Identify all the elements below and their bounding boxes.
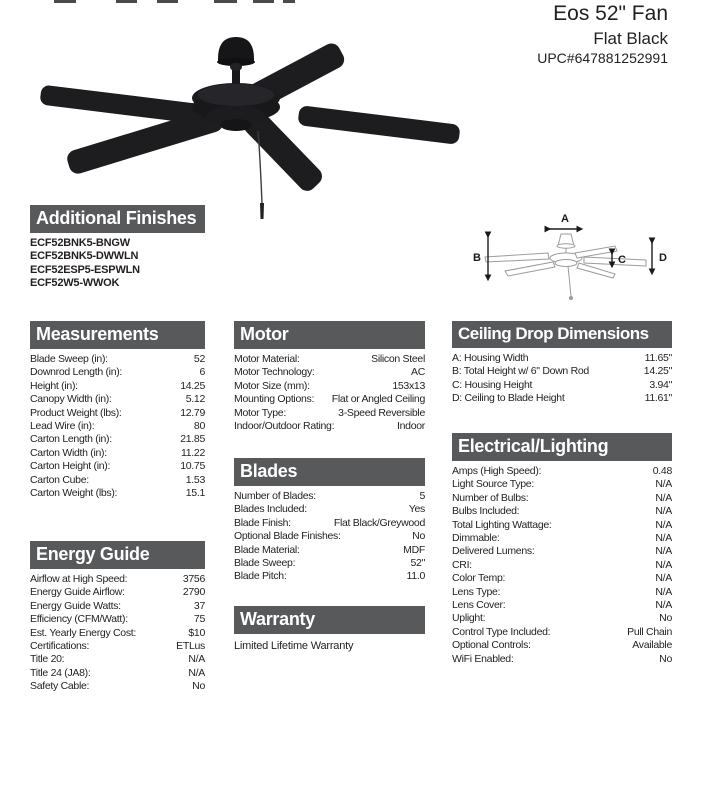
spec-label: Amps (High Speed): (452, 465, 542, 477)
spec-row (452, 392, 672, 405)
spec-row (30, 573, 205, 586)
spec-label: Number of Blades: (234, 490, 316, 502)
spec-label: Canopy Width (in): (30, 393, 112, 406)
spec-row (452, 492, 672, 505)
spec-row (234, 530, 425, 543)
spec-value: N/A (655, 545, 672, 558)
spec-value: $10 (188, 626, 205, 639)
spec-row (452, 639, 672, 652)
spec-row (452, 559, 672, 572)
spec-label: Dimmable: (452, 532, 500, 545)
product-finish: Flat Black (593, 28, 668, 48)
spec-value: 0.48 (652, 465, 672, 477)
spec-row (30, 586, 205, 599)
spec-value: 2790 (182, 586, 205, 599)
spec-value: N/A (655, 532, 672, 545)
spec-value: 14.25 (180, 379, 205, 392)
spec-row (452, 365, 672, 378)
spec-row (452, 505, 672, 518)
spec-value: 153x13 (392, 379, 425, 392)
spec-row (234, 407, 425, 420)
spec-label: Carton Length (in): (30, 433, 112, 446)
spec-value: N/A (655, 585, 672, 598)
spec-value: Silicon Steel (371, 353, 425, 365)
spec-value: 75 (193, 613, 205, 626)
spec-label: B: Total Height w/ 6" Down Rod (452, 365, 589, 378)
spec-value: 3.94" (649, 378, 672, 391)
spec-value: N/A (655, 599, 672, 612)
spec-row (452, 532, 672, 545)
spec-row (30, 447, 205, 460)
spec-value: No (192, 680, 205, 693)
spec-value: 5.12 (185, 393, 205, 406)
finish-code: ECF52BNK5-DWWLN (30, 250, 139, 263)
spec-row (30, 460, 205, 473)
spec-label: Blades Included: (234, 503, 307, 516)
spec-label: Product Weight (lbs): (30, 406, 122, 419)
warranty-header: Warranty (234, 606, 425, 634)
spec-label: Uplight: (452, 612, 486, 625)
spec-label: Airflow at High Speed: (30, 573, 128, 585)
spec-row (234, 503, 425, 516)
spec-label: Optional Blade Finishes: (234, 530, 341, 543)
spec-row (30, 380, 205, 393)
spec-label: Motor Size (mm): (234, 379, 310, 392)
spec-label: Carton Height (in): (30, 460, 111, 473)
spec-row (30, 366, 205, 379)
diagram-label-a: A (561, 213, 569, 225)
spec-label: Carton Width (in): (30, 446, 107, 459)
spec-row (452, 626, 672, 639)
spec-row (30, 433, 205, 446)
spec-label: Indoor/Outdoor Rating: (234, 420, 335, 433)
spec-label: Lens Cover: (452, 599, 506, 612)
spec-row (30, 640, 205, 653)
spec-label: Efficiency (CFM/Watt): (30, 613, 128, 626)
spec-row (30, 667, 205, 680)
spec-row (452, 586, 672, 599)
spec-value: N/A (655, 478, 672, 491)
spec-label: Height (in): (30, 379, 78, 392)
cropped-logo-artifact (54, 0, 295, 3)
spec-value: N/A (655, 518, 672, 531)
spec-row (30, 600, 205, 613)
spec-value: 15.1 (185, 487, 205, 500)
section-warranty (234, 606, 425, 652)
spec-label: Downrod Length (in): (30, 366, 123, 379)
warranty-text: Limited Lifetime Warranty (234, 640, 354, 652)
spec-label: Title 24 (JA8): (30, 666, 91, 679)
spec-value: N/A (655, 558, 672, 571)
spec-label: Blade Material: (234, 543, 300, 556)
spec-row (452, 352, 672, 365)
spec-value: AC (411, 366, 425, 379)
spec-label: Carton Weight (lbs): (30, 487, 118, 500)
spec-label: Color Temp: (452, 572, 506, 585)
spec-label: Carton Cube: (30, 473, 89, 486)
spec-value: N/A (188, 666, 205, 679)
spec-label: Motor Type: (234, 406, 286, 419)
finish-code: ECF52ESP5-ESPWLN (30, 263, 140, 276)
energy-guide-header: Energy Guide (30, 541, 205, 569)
spec-row (30, 353, 205, 366)
spec-value: N/A (188, 653, 205, 666)
spec-row (234, 393, 425, 406)
spec-label: Energy Guide Watts: (30, 599, 121, 612)
spec-value: 21.85 (180, 433, 205, 446)
ceiling-drop-header: Ceiling Drop Dimensions (452, 321, 672, 348)
spec-row (234, 517, 425, 530)
spec-value: Yes (408, 503, 425, 516)
spec-value: 10.75 (180, 460, 205, 473)
spec-row (234, 557, 425, 570)
spec-label: Light Source Type: (452, 478, 534, 491)
spec-row (30, 627, 205, 640)
spec-value: Flat Black/Greywood (333, 516, 425, 529)
spec-row (234, 570, 425, 583)
spec-value: 6 (199, 366, 205, 379)
spec-label: Title 20: (30, 653, 65, 666)
spec-label: Number of Bulbs: (452, 491, 529, 504)
spec-value: 52" (410, 557, 425, 570)
spec-row (30, 420, 205, 433)
spec-row (30, 474, 205, 487)
spec-label: Total Lighting Wattage: (452, 518, 552, 531)
spec-label: Control Type Included: (452, 625, 551, 638)
spec-value: 3-Speed Reversible (338, 406, 425, 419)
spec-value: 11.0 (406, 570, 425, 583)
spec-value: N/A (655, 491, 672, 504)
spec-value: 11.22 (181, 446, 205, 459)
finish-code: ECF52W5-WWOK (30, 276, 120, 289)
additional-finishes-header: Additional Finishes (30, 205, 205, 233)
section-measurements (30, 321, 205, 500)
spec-row (30, 487, 205, 500)
spec-value: No (412, 530, 425, 543)
spec-row (30, 680, 205, 693)
spec-label: CRI: (452, 558, 472, 571)
spec-label: Optional Controls: (452, 639, 531, 652)
spec-value: MDF (403, 543, 425, 556)
spec-value: 80 (193, 420, 205, 433)
spec-label: Lead Wire (in): (30, 420, 95, 433)
product-header (537, 2, 668, 66)
spec-row (452, 465, 672, 478)
spec-value: N/A (655, 505, 672, 518)
spec-value: 1.53 (185, 473, 205, 486)
spec-row (452, 612, 672, 625)
spec-row (234, 353, 425, 366)
spec-row (30, 653, 205, 666)
spec-value: ETLus (176, 640, 205, 653)
spec-value: Pull Chain (627, 625, 672, 638)
spec-row (452, 478, 672, 491)
spec-value: No (659, 612, 672, 625)
spec-value: N/A (655, 572, 672, 585)
spec-label: Motor Technology: (234, 366, 315, 379)
spec-value: 12.79 (180, 406, 205, 419)
spec-label: Blade Sweep: (234, 557, 296, 570)
motor-header: Motor (234, 321, 425, 349)
spec-row (30, 407, 205, 420)
spec-value: 11.65" (644, 352, 672, 364)
spec-row (452, 572, 672, 585)
spec-label: Lens Type: (452, 585, 501, 598)
section-blades (234, 458, 425, 584)
spec-value: 37 (193, 599, 205, 612)
spec-label: Mounting Options: (234, 393, 315, 406)
fan-photo (18, 5, 463, 227)
spec-row (30, 613, 205, 626)
spec-label: Certifications: (30, 640, 90, 653)
spec-row (452, 653, 672, 666)
electrical-header: Electrical/Lighting (452, 433, 672, 461)
spec-value: Available (632, 639, 672, 652)
spec-row (234, 544, 425, 557)
diagram-label-c: C (618, 254, 626, 266)
spec-label: Blade Sweep (in): (30, 353, 108, 365)
spec-label: Bulbs Included: (452, 505, 520, 518)
product-upc: UPC#647881252991 (537, 49, 668, 66)
spec-label: Safety Cable: (30, 680, 90, 693)
spec-row (234, 420, 425, 433)
spec-label: Blade Pitch: (234, 570, 287, 583)
spec-value: Flat or Angled Ceiling (331, 393, 425, 406)
section-energy-guide (30, 541, 205, 694)
spec-label: Blade Finish: (234, 516, 291, 529)
spec-row (234, 490, 425, 503)
spec-label: WiFi Enabled: (452, 652, 514, 665)
section-additional-finishes (30, 205, 205, 290)
spec-value: Indoor (397, 420, 425, 433)
spec-value: No (659, 652, 672, 665)
blades-header: Blades (234, 458, 425, 486)
spec-value: 5 (419, 490, 425, 502)
finish-code: ECF52BNK5-BNGW (30, 237, 130, 249)
spec-label: C: Housing Height (452, 378, 533, 391)
diagram-label-b: B (473, 252, 481, 264)
spec-row (30, 393, 205, 406)
measurements-header: Measurements (30, 321, 205, 349)
diagram-label-d: D (659, 252, 667, 264)
spec-label: Delivered Lumens: (452, 545, 535, 558)
spec-label: Energy Guide Airflow: (30, 586, 125, 599)
ceiling-drop-diagram (455, 196, 680, 316)
spec-label: A: Housing Width (452, 352, 529, 364)
spec-value: 11.61" (644, 392, 672, 405)
spec-label: D: Ceiling to Blade Height (452, 392, 565, 405)
product-title: Eos 52" Fan (553, 2, 668, 25)
spec-value: 14.25" (643, 365, 672, 378)
spec-label: Est. Yearly Energy Cost: (30, 626, 137, 639)
section-ceiling-drop-dimensions (452, 321, 672, 406)
spec-row (234, 366, 425, 379)
spec-row (452, 545, 672, 558)
spec-row (452, 519, 672, 532)
spec-row (234, 380, 425, 393)
spec-row (452, 599, 672, 612)
spec-value: 52 (193, 353, 205, 365)
section-motor (234, 321, 425, 433)
spec-row (452, 379, 672, 392)
section-electrical-lighting (452, 433, 672, 666)
spec-value: 3756 (182, 573, 205, 585)
spec-label: Motor Material: (234, 353, 300, 365)
